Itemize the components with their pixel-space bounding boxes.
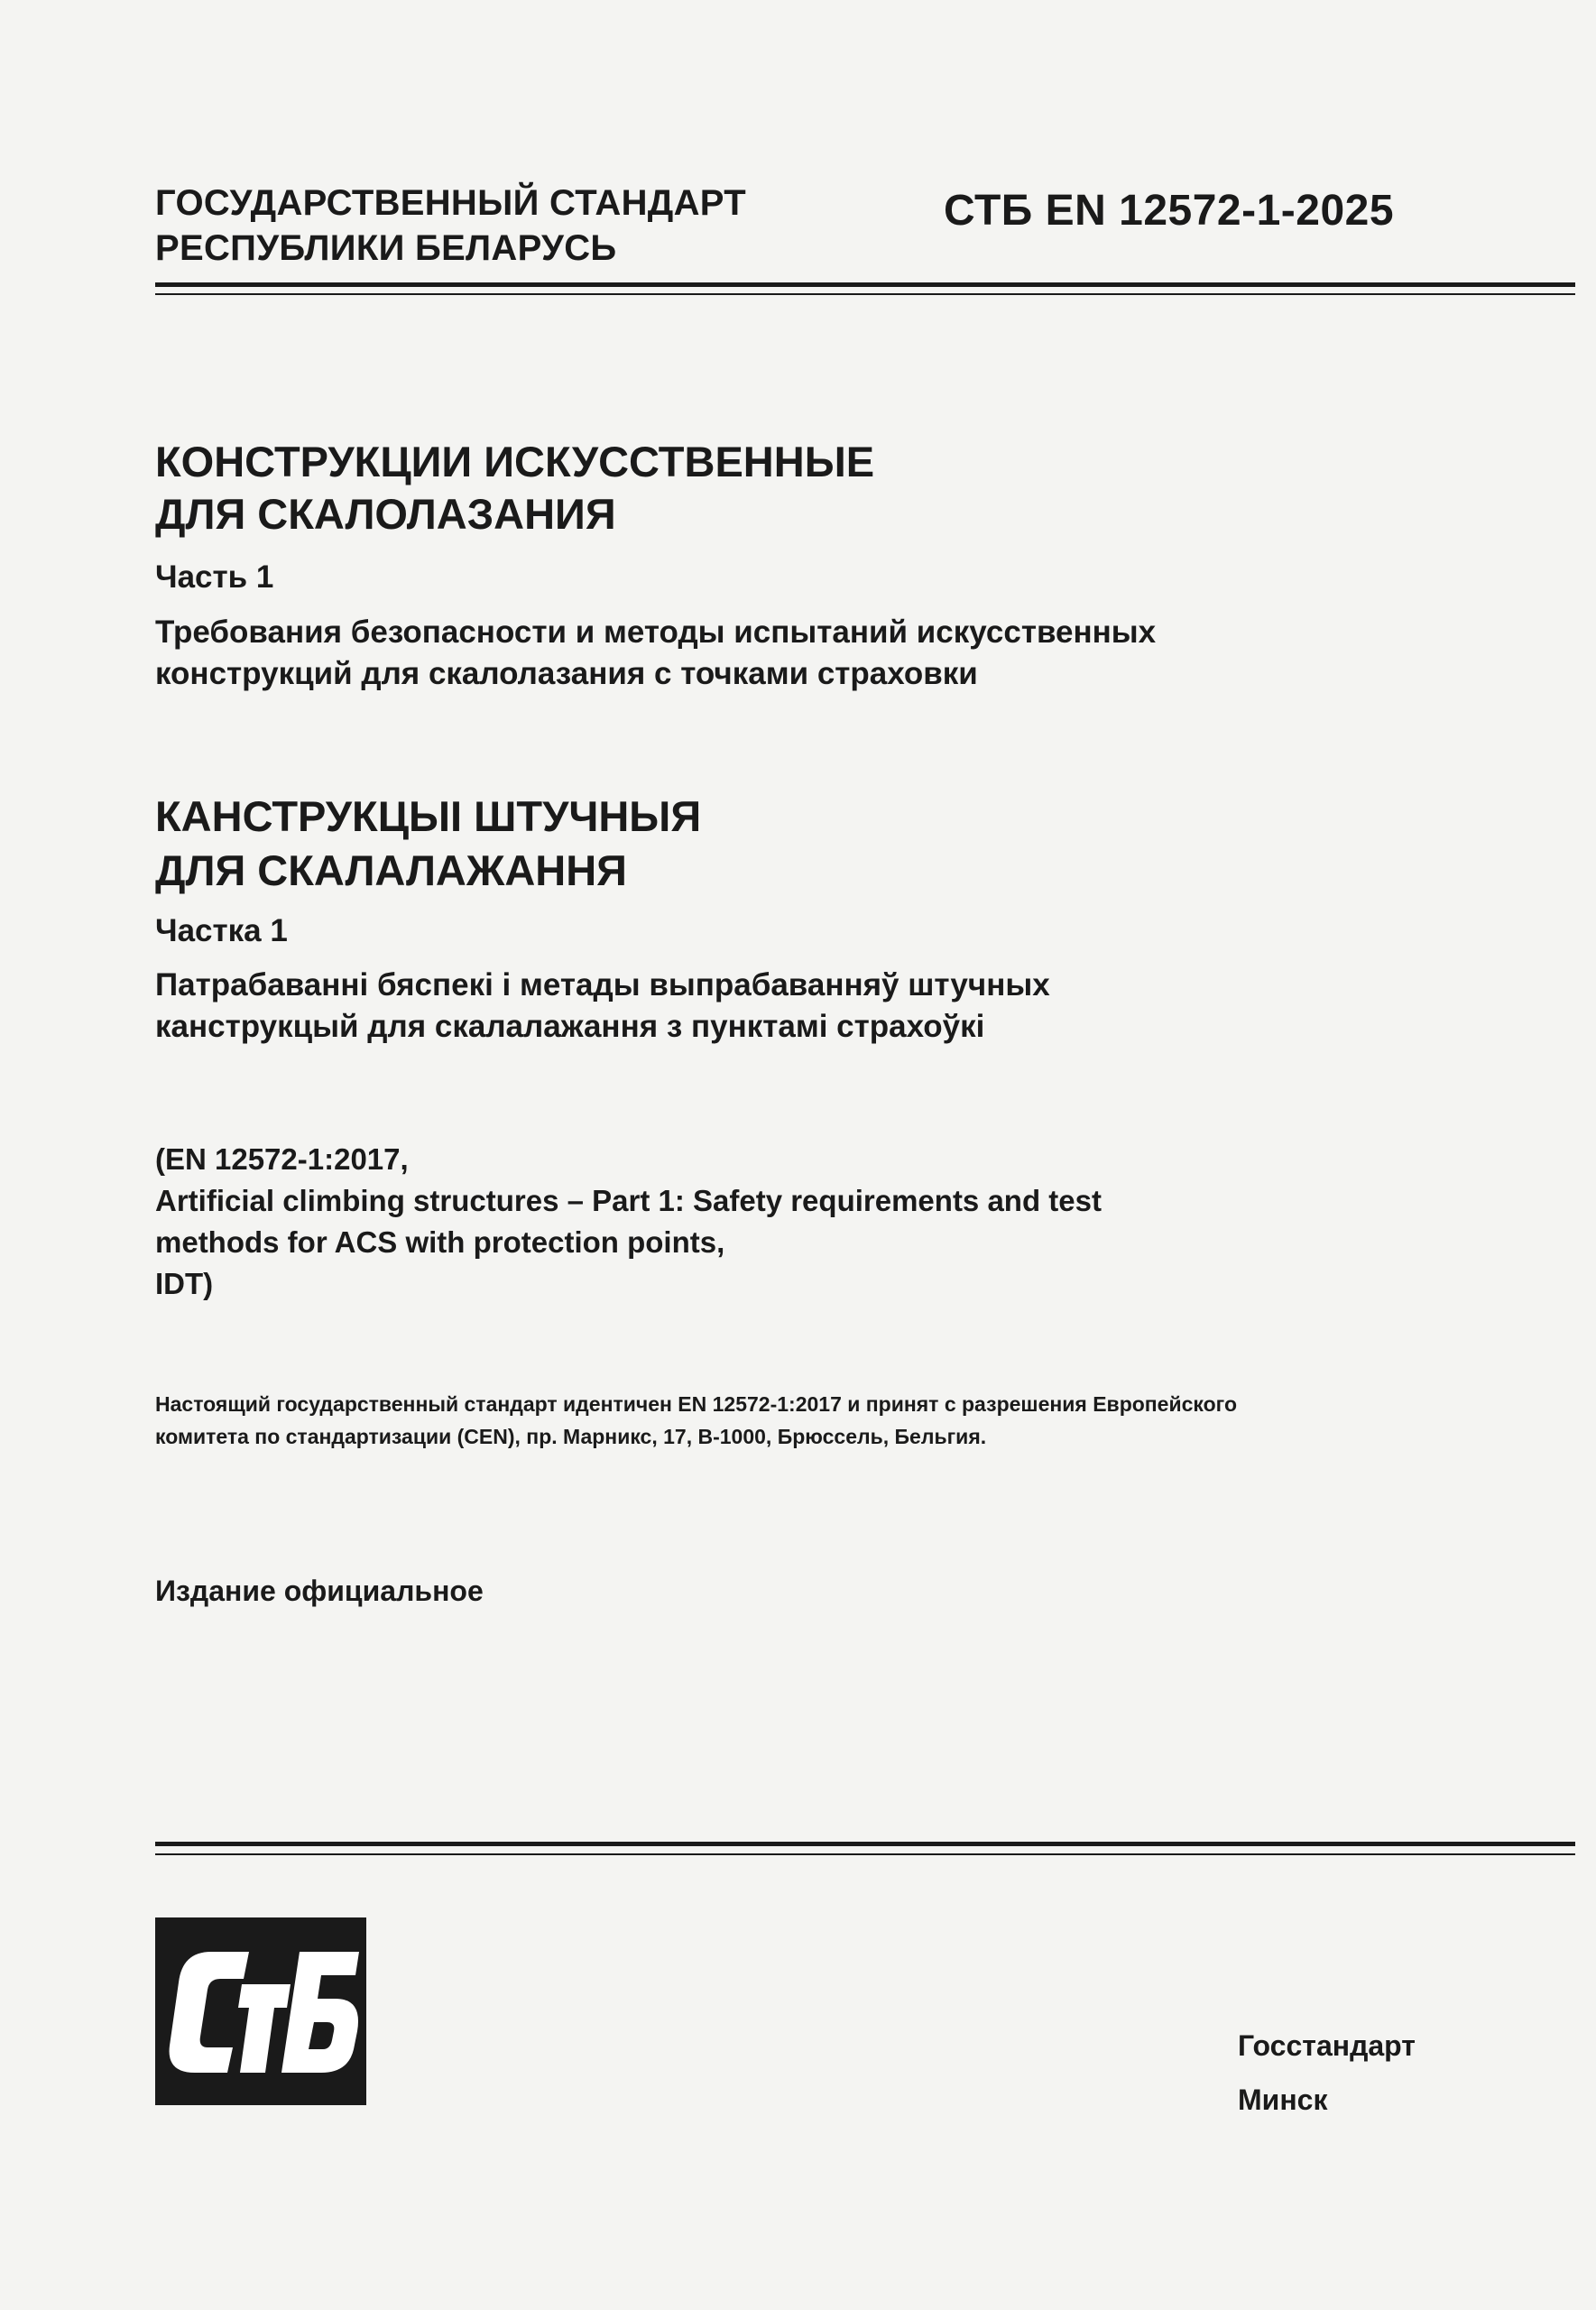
header-rule-thick: [155, 282, 1575, 287]
edition-label: Издание официальное: [155, 1575, 484, 1607]
by-subtitle-line-1: Патрабаванні бяспекі і метады выпрабаванняў штучных: [155, 967, 1050, 1003]
ru-subtitle-line-1: Требования безопасности и методы испытаний искусственных: [155, 614, 1157, 650]
identity-note-line-2: комитета по стандартизации (CEN), пр. Марникс, 17, B-1000, Брюссель, Бельгия.: [155, 1425, 987, 1448]
footer-rule-thin: [155, 1853, 1575, 1855]
by-subtitle-line-2: канструкцый для скалалажання з пунктамі страхоўкі: [155, 1009, 985, 1044]
publisher-name: Госстандарт: [1238, 2029, 1416, 2062]
ru-title-line-2: ДЛЯ СКАЛОЛАЗАНИЯ: [155, 490, 616, 538]
ru-title-line-1: КОНСТРУКЦИИ ИСКУССТВЕННЫЕ: [155, 438, 875, 485]
en-reference-line-2: Artificial climbing structures – Part 1: Safety requirements and test: [155, 1184, 1102, 1217]
header-rule-thin: [155, 293, 1575, 295]
by-title-line-1: КАНСТРУКЦЫІ ШТУЧНЫЯ: [155, 792, 702, 840]
en-reference-line-4: IDT): [155, 1267, 214, 1300]
header-line-2: РЕСПУБЛИКИ БЕЛАРУСЬ: [155, 228, 617, 268]
en-reference-line-1: (EN 12572-1:2017,: [155, 1142, 409, 1176]
identity-note-line-1: Настоящий государственный стандарт идентичен EN 12572-1:2017 и принят с разрешения Европейского: [155, 1392, 1237, 1416]
standard-code: СТБ EN 12572-1-2025: [944, 187, 1395, 235]
header-state-standard: [155, 180, 746, 271]
en-reference: [155, 1139, 1102, 1305]
by-title-line-2: ДЛЯ СКАЛАЛАЖАННЯ: [155, 846, 627, 894]
identity-note: [155, 1388, 1237, 1453]
publisher-city: Минск: [1238, 2084, 1328, 2116]
stb-logo-icon: [155, 1917, 366, 2105]
footer-rule-thick: [155, 1842, 1575, 1846]
en-reference-line-3: methods for ACS with protection points,: [155, 1225, 725, 1259]
ru-subtitle-line-2: конструкций для скалолазания с точками страховки: [155, 656, 978, 691]
by-part: Частка 1: [155, 913, 288, 948]
header-line-1: ГОСУДАРСТВЕННЫЙ СТАНДАРТ: [155, 183, 746, 223]
ru-part: Часть 1: [155, 559, 274, 595]
